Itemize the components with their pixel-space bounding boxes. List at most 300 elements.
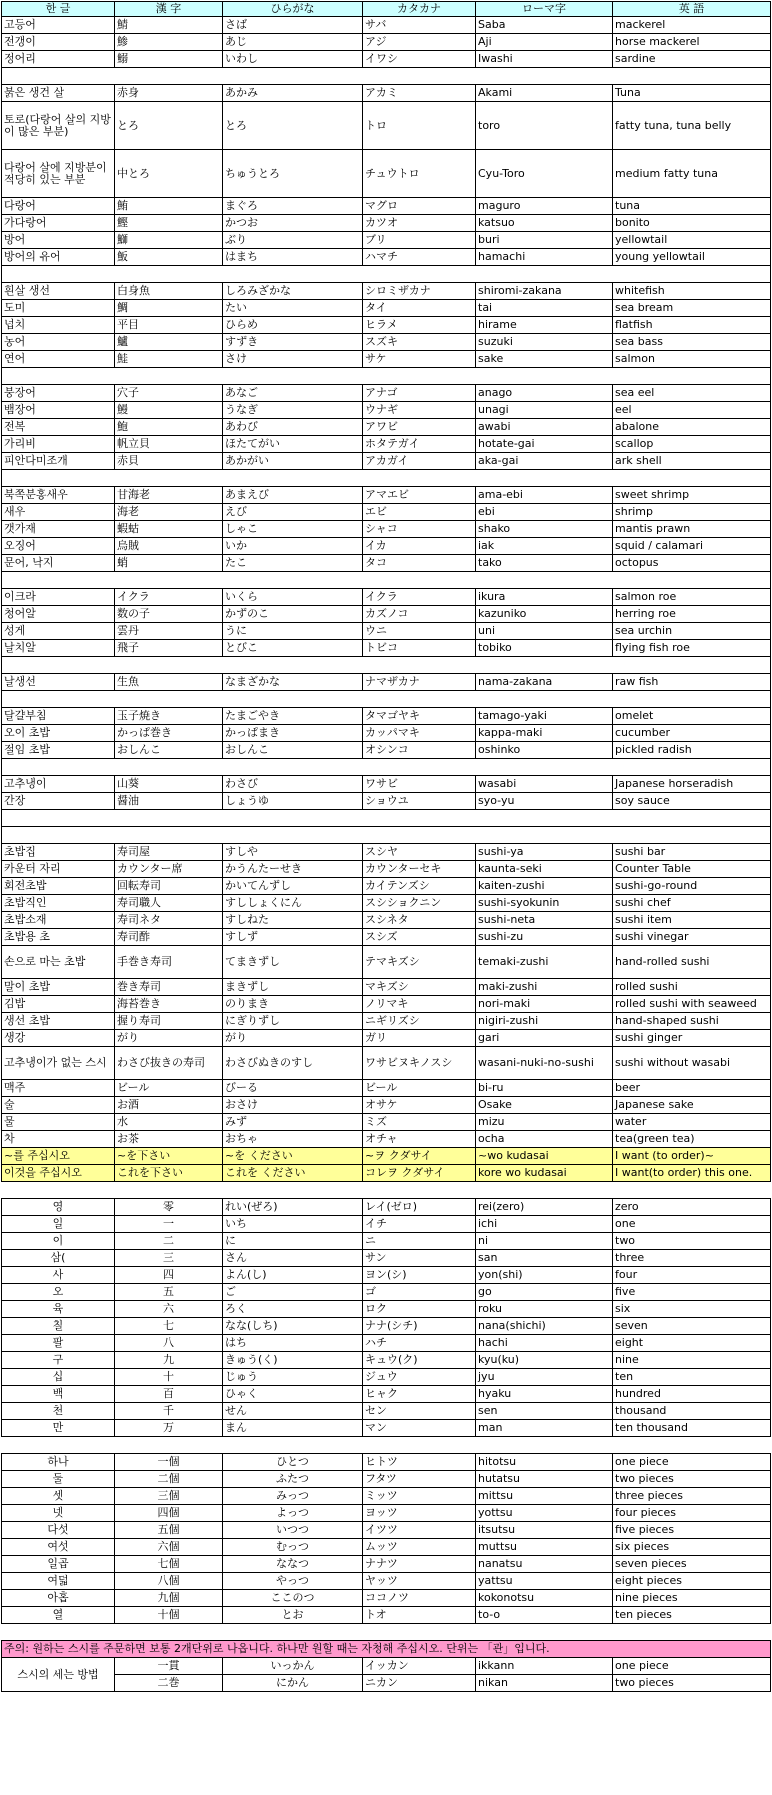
- cell-english: nine pieces: [613, 1590, 771, 1607]
- cell-katakana: [363, 368, 476, 385]
- cell-hiragana: とろ: [223, 102, 363, 150]
- cell-english: [613, 68, 771, 85]
- cell-hiragana: しろみざかな: [223, 283, 363, 300]
- cell-hiragana: に: [223, 1233, 363, 1250]
- cell-hiragana: ななつ: [223, 1556, 363, 1573]
- spacer-row: [2, 810, 771, 827]
- cell-hiragana: いつつ: [223, 1522, 363, 1539]
- note-row: [2, 1641, 771, 1658]
- cell-hiragana: がり: [223, 1030, 363, 1047]
- cell-hiragana: ~を ください: [223, 1148, 363, 1165]
- cell-romaji: nikan: [476, 1675, 613, 1692]
- cell-korean: 전갱이: [2, 34, 115, 51]
- cell-english: I want (to order)~: [613, 1148, 771, 1165]
- cell-english: sea bass: [613, 334, 771, 351]
- cell-korean: 오이 초밥: [2, 725, 115, 742]
- cell-kanji: [115, 470, 223, 487]
- cell-english: three pieces: [613, 1488, 771, 1505]
- cell-romaji: kazuniko: [476, 606, 613, 623]
- cell-katakana: スシズ: [363, 929, 476, 946]
- cell-korean: 백: [2, 1386, 115, 1403]
- order-note: 주의: 원하는 스시를 주문하면 보통 2개단위로 나옵니다. 하나만 원할 때는 자청해 주십시오. 단위는 「관」입니다.: [2, 1641, 771, 1658]
- cell-english: sushi bar: [613, 844, 771, 861]
- cell-katakana: ニ: [363, 1233, 476, 1250]
- cell-romaji: man: [476, 1420, 613, 1437]
- table-row: [2, 34, 771, 51]
- cell-korean: [2, 368, 115, 385]
- table-row: [2, 1080, 771, 1097]
- cell-romaji: awabi: [476, 419, 613, 436]
- cell-korean: 회전초밥: [2, 878, 115, 895]
- cell-hiragana: [223, 691, 363, 708]
- table-row: [2, 1216, 771, 1233]
- cell-hiragana: せん: [223, 1403, 363, 1420]
- cell-hiragana: さけ: [223, 351, 363, 368]
- cell-hiragana: [223, 368, 363, 385]
- cell-english: seven: [613, 1318, 771, 1335]
- cell-katakana: トロ: [363, 102, 476, 150]
- cell-kanji: [115, 759, 223, 776]
- cell-english: Japanese horseradish: [613, 776, 771, 793]
- cell-katakana: マキズシ: [363, 979, 476, 996]
- cell-english: beer: [613, 1080, 771, 1097]
- cell-korean: 영: [2, 1199, 115, 1216]
- cell-kanji: 鮑: [115, 419, 223, 436]
- cell-romaji: yottsu: [476, 1505, 613, 1522]
- cell-korean: 피안다미조개: [2, 453, 115, 470]
- cell-hiragana: びーる: [223, 1080, 363, 1097]
- cell-hiragana: かっぱまき: [223, 725, 363, 742]
- cell-katakana: [363, 266, 476, 283]
- table-row: [2, 521, 771, 538]
- cell-romaji: ichi: [476, 1216, 613, 1233]
- cell-kanji: 手巻き寿司: [115, 946, 223, 979]
- cell-katakana: ワサビ: [363, 776, 476, 793]
- table-row: [2, 878, 771, 895]
- section-gap: [2, 1182, 771, 1199]
- cell-korean: 가리비: [2, 436, 115, 453]
- cell-korean: 뱀장어: [2, 402, 115, 419]
- cell-romaji: [476, 827, 613, 844]
- cell-korean: 간장: [2, 793, 115, 810]
- cell-romaji: kokonotsu: [476, 1590, 613, 1607]
- table-row: [2, 1267, 771, 1284]
- cell-katakana: イツツ: [363, 1522, 476, 1539]
- cell-katakana: サケ: [363, 351, 476, 368]
- table-row: [2, 793, 771, 810]
- cell-romaji: [476, 759, 613, 776]
- cell-english: sardine: [613, 51, 771, 68]
- cell-hiragana: ぶり: [223, 232, 363, 249]
- table-row: [2, 912, 771, 929]
- cell-romaji: syo-yu: [476, 793, 613, 810]
- cell-katakana: ビール: [363, 1080, 476, 1097]
- cell-english: two pieces: [613, 1675, 771, 1692]
- cell-katakana: [363, 1624, 476, 1641]
- cell-romaji: Osake: [476, 1097, 613, 1114]
- cell-romaji: ~wo kudasai: [476, 1148, 613, 1165]
- cell-katakana: ゴ: [363, 1284, 476, 1301]
- cell-korean: [2, 68, 115, 85]
- cell-romaji: nana(shichi): [476, 1318, 613, 1335]
- cell-romaji: kaiten-zushi: [476, 878, 613, 895]
- cell-korean: 달걀부침: [2, 708, 115, 725]
- cell-korean: 십: [2, 1369, 115, 1386]
- cell-english: soy sauce: [613, 793, 771, 810]
- spacer-row: [2, 759, 771, 776]
- cell-kanji: ~を下さい: [115, 1148, 223, 1165]
- spacer-row: [2, 368, 771, 385]
- cell-hiragana: にぎりずし: [223, 1013, 363, 1030]
- cell-kanji: 七: [115, 1318, 223, 1335]
- table-row: [2, 385, 771, 402]
- cell-english: sushi chef: [613, 895, 771, 912]
- cell-english: four: [613, 1267, 771, 1284]
- cell-romaji: anago: [476, 385, 613, 402]
- cell-katakana: [363, 1182, 476, 1199]
- cell-romaji: to-o: [476, 1607, 613, 1624]
- cell-katakana: チュウトロ: [363, 150, 476, 198]
- cell-korean: 성게: [2, 623, 115, 640]
- cell-korean: 육: [2, 1301, 115, 1318]
- cell-korean: 이크라: [2, 589, 115, 606]
- cell-korean: 새우: [2, 504, 115, 521]
- cell-kanji: 海苔巻き: [115, 996, 223, 1013]
- cell-korean: [2, 1624, 115, 1641]
- cell-hiragana: みず: [223, 1114, 363, 1131]
- table-row: [2, 17, 771, 34]
- cell-korean: [2, 657, 115, 674]
- cell-english: one piece: [613, 1454, 771, 1471]
- cell-kanji: 二: [115, 1233, 223, 1250]
- cell-katakana: ガリ: [363, 1030, 476, 1047]
- cell-kanji: 帆立貝: [115, 436, 223, 453]
- cell-katakana: コレヲ クダサイ: [363, 1165, 476, 1182]
- cell-hiragana: わさびぬきのすし: [223, 1047, 363, 1080]
- cell-katakana: ミズ: [363, 1114, 476, 1131]
- cell-kanji: [115, 572, 223, 589]
- cell-hiragana: おしんこ: [223, 742, 363, 759]
- cell-romaji: ikura: [476, 589, 613, 606]
- cell-hiragana: すしず: [223, 929, 363, 946]
- cell-korean: [2, 572, 115, 589]
- table-row: [2, 1471, 771, 1488]
- cell-romaji: nori-maki: [476, 996, 613, 1013]
- table-row: [2, 725, 771, 742]
- cell-english: mantis prawn: [613, 521, 771, 538]
- cell-korean: 여섯: [2, 1539, 115, 1556]
- cell-romaji: [476, 657, 613, 674]
- cell-romaji: hitotsu: [476, 1454, 613, 1471]
- cell-katakana: カズノコ: [363, 606, 476, 623]
- cell-hiragana: いち: [223, 1216, 363, 1233]
- cell-hiragana: あかみ: [223, 85, 363, 102]
- cell-korean: 맥주: [2, 1080, 115, 1097]
- table-row: [2, 453, 771, 470]
- cell-hiragana: みっつ: [223, 1488, 363, 1505]
- cell-katakana: トオ: [363, 1607, 476, 1624]
- cell-romaji: gari: [476, 1030, 613, 1047]
- cell-katakana: タマゴヤキ: [363, 708, 476, 725]
- cell-katakana: ナナ(シチ): [363, 1318, 476, 1335]
- cell-kanji: かっぱ巻き: [115, 725, 223, 742]
- cell-hiragana: まきずし: [223, 979, 363, 996]
- cell-hiragana: ちゅうとろ: [223, 150, 363, 198]
- cell-english: five: [613, 1284, 771, 1301]
- cell-korean: [2, 691, 115, 708]
- table-row: [2, 419, 771, 436]
- cell-kanji: 鯛: [115, 300, 223, 317]
- cell-romaji: yon(shi): [476, 1267, 613, 1284]
- cell-english: mackerel: [613, 17, 771, 34]
- table-row: [2, 776, 771, 793]
- cell-hiragana: かずのこ: [223, 606, 363, 623]
- cell-kanji: 三個: [115, 1488, 223, 1505]
- cell-romaji: itsutsu: [476, 1522, 613, 1539]
- table-row: [2, 1369, 771, 1386]
- cell-english: nine: [613, 1352, 771, 1369]
- table-row: [2, 589, 771, 606]
- cell-romaji: [476, 572, 613, 589]
- cell-korean: 김밥: [2, 996, 115, 1013]
- cell-english: abalone: [613, 419, 771, 436]
- cell-korean: 붕장어: [2, 385, 115, 402]
- cell-katakana: [363, 68, 476, 85]
- cell-english: sushi-go-round: [613, 878, 771, 895]
- cell-kanji: 鯖: [115, 17, 223, 34]
- cell-katakana: タイ: [363, 300, 476, 317]
- cell-english: [613, 759, 771, 776]
- cell-hiragana: [223, 1437, 363, 1454]
- cell-hiragana: ほたてがい: [223, 436, 363, 453]
- cell-hiragana: すししょくにん: [223, 895, 363, 912]
- cell-katakana: スシヤ: [363, 844, 476, 861]
- cell-korean: 카운터 자리: [2, 861, 115, 878]
- cell-kanji: お茶: [115, 1131, 223, 1148]
- cell-romaji: [476, 470, 613, 487]
- spacer-row: [2, 266, 771, 283]
- table-row: [2, 85, 771, 102]
- cell-katakana: アナゴ: [363, 385, 476, 402]
- cell-romaji: mittsu: [476, 1488, 613, 1505]
- table-row: [2, 895, 771, 912]
- table-row: [2, 1030, 771, 1047]
- cell-kanji: [115, 68, 223, 85]
- cell-hiragana: おちゃ: [223, 1131, 363, 1148]
- cell-romaji: ni: [476, 1233, 613, 1250]
- cell-hiragana: うに: [223, 623, 363, 640]
- cell-katakana: イワシ: [363, 51, 476, 68]
- cell-kanji: 千: [115, 1403, 223, 1420]
- cell-romaji: maki-zushi: [476, 979, 613, 996]
- cell-katakana: アジ: [363, 34, 476, 51]
- cell-romaji: sushi-ya: [476, 844, 613, 861]
- cell-katakana: ~ヲ クダサイ: [363, 1148, 476, 1165]
- cell-hiragana: ひとつ: [223, 1454, 363, 1471]
- cell-kanji: 鱸: [115, 334, 223, 351]
- cell-katakana: ミッツ: [363, 1488, 476, 1505]
- cell-hiragana: さば: [223, 17, 363, 34]
- cell-korean: 전복: [2, 419, 115, 436]
- cell-korean: 고추냉이가 없는 스시: [2, 1047, 115, 1080]
- cell-english: [613, 572, 771, 589]
- cell-english: seven pieces: [613, 1556, 771, 1573]
- table-row: [2, 487, 771, 504]
- cell-kanji: 二巻: [115, 1675, 223, 1692]
- cell-kanji: イクラ: [115, 589, 223, 606]
- cell-katakana: サン: [363, 1250, 476, 1267]
- section-gap: [2, 1437, 771, 1454]
- cell-korean: 오징어: [2, 538, 115, 555]
- cell-english: raw fish: [613, 674, 771, 691]
- cell-katakana: アカミ: [363, 85, 476, 102]
- cell-romaji: nanatsu: [476, 1556, 613, 1573]
- cell-kanji: 万: [115, 1420, 223, 1437]
- header-english: 英 語: [613, 2, 771, 17]
- cell-english: [613, 1182, 771, 1199]
- cell-hiragana: ご: [223, 1284, 363, 1301]
- cell-english: [613, 827, 771, 844]
- cell-katakana: [363, 810, 476, 827]
- cell-english: ten thousand: [613, 1420, 771, 1437]
- cell-hiragana: とびこ: [223, 640, 363, 657]
- cell-hiragana: すずき: [223, 334, 363, 351]
- cell-english: five pieces: [613, 1522, 771, 1539]
- cell-korean: 넷: [2, 1505, 115, 1522]
- cell-english: bonito: [613, 215, 771, 232]
- cell-romaji: hamachi: [476, 249, 613, 266]
- cell-korean: 만: [2, 1420, 115, 1437]
- cell-katakana: ノリマキ: [363, 996, 476, 1013]
- cell-korean: 둘: [2, 1471, 115, 1488]
- cell-romaji: ama-ebi: [476, 487, 613, 504]
- cell-korean: [2, 1182, 115, 1199]
- cell-korean: 칠: [2, 1318, 115, 1335]
- cell-katakana: [363, 759, 476, 776]
- cell-korean: 삼(: [2, 1250, 115, 1267]
- cell-korean: 초밥소재: [2, 912, 115, 929]
- cell-katakana: ヨン(シ): [363, 1267, 476, 1284]
- cell-korean: 다랑어 살에 지방분이 적당히 있는 부분: [2, 150, 115, 198]
- spacer-row: [2, 691, 771, 708]
- table-row: [2, 1013, 771, 1030]
- cell-kanji: 鯵: [115, 34, 223, 51]
- cell-korean: 갯가재: [2, 521, 115, 538]
- cell-english: sea eel: [613, 385, 771, 402]
- cell-kanji: 巻き寿司: [115, 979, 223, 996]
- cell-katakana: ハチ: [363, 1335, 476, 1352]
- cell-kanji: 醤油: [115, 793, 223, 810]
- cell-katakana: ムッツ: [363, 1539, 476, 1556]
- cell-hiragana: すしねた: [223, 912, 363, 929]
- cell-hiragana: にかん: [223, 1675, 363, 1692]
- table-row: [2, 504, 771, 521]
- spacer-row: [2, 68, 771, 85]
- spacer-row: [2, 657, 771, 674]
- cell-romaji: kappa-maki: [476, 725, 613, 742]
- cell-kanji: 雲丹: [115, 623, 223, 640]
- cell-english: ten pieces: [613, 1607, 771, 1624]
- cell-katakana: テマキズシ: [363, 946, 476, 979]
- cell-english: salmon roe: [613, 589, 771, 606]
- cell-hiragana: これを ください: [223, 1165, 363, 1182]
- cell-kanji: がり: [115, 1030, 223, 1047]
- cell-korean: [2, 470, 115, 487]
- cell-kanji: おしんこ: [115, 742, 223, 759]
- cell-kanji: 平目: [115, 317, 223, 334]
- cell-english: flying fish roe: [613, 640, 771, 657]
- cell-korean: 일곱: [2, 1556, 115, 1573]
- cell-romaji: san: [476, 1250, 613, 1267]
- cell-korean: 손으로 마는 초밥: [2, 946, 115, 979]
- cell-romaji: wasani-nuki-no-sushi: [476, 1047, 613, 1080]
- cell-katakana: ニカン: [363, 1675, 476, 1692]
- table-row: [2, 1539, 771, 1556]
- cell-romaji: Iwashi: [476, 51, 613, 68]
- cell-romaji: yattsu: [476, 1573, 613, 1590]
- cell-english: [613, 1437, 771, 1454]
- cell-hiragana: まぐろ: [223, 198, 363, 215]
- cell-english: six pieces: [613, 1539, 771, 1556]
- cell-kanji: ビール: [115, 1080, 223, 1097]
- cell-romaji: mizu: [476, 1114, 613, 1131]
- cell-katakana: スズキ: [363, 334, 476, 351]
- table-row: [2, 979, 771, 996]
- table-row: [2, 1607, 771, 1624]
- cell-kanji: 飛子: [115, 640, 223, 657]
- cell-kanji: 寿司酢: [115, 929, 223, 946]
- cell-katakana: ウナギ: [363, 402, 476, 419]
- table-row: [2, 198, 771, 215]
- table-row: [2, 1318, 771, 1335]
- cell-romaji: ocha: [476, 1131, 613, 1148]
- cell-english: two: [613, 1233, 771, 1250]
- cell-hiragana: あまえび: [223, 487, 363, 504]
- cell-katakana: ナマザカナ: [363, 674, 476, 691]
- cell-hiragana: はち: [223, 1335, 363, 1352]
- cell-romaji: kaunta-seki: [476, 861, 613, 878]
- cell-korean: 농어: [2, 334, 115, 351]
- cell-hiragana: いか: [223, 538, 363, 555]
- header-korean: 한 글: [2, 2, 115, 17]
- cell-english: sea urchin: [613, 623, 771, 640]
- cell-korean: 붉은 생건 살: [2, 85, 115, 102]
- cell-hiragana: じゅう: [223, 1369, 363, 1386]
- cell-hiragana: たい: [223, 300, 363, 317]
- cell-korean: 차: [2, 1131, 115, 1148]
- cell-hiragana: れい(ぜろ): [223, 1199, 363, 1216]
- cell-romaji: [476, 368, 613, 385]
- cell-korean: 여덟: [2, 1573, 115, 1590]
- cell-english: rolled sushi with seaweed: [613, 996, 771, 1013]
- cell-katakana: イッカン: [363, 1658, 476, 1675]
- cell-romaji: suzuki: [476, 334, 613, 351]
- cell-english: horse mackerel: [613, 34, 771, 51]
- cell-english: Counter Table: [613, 861, 771, 878]
- cell-korean: 날생선: [2, 674, 115, 691]
- cell-english: sea bream: [613, 300, 771, 317]
- cell-hiragana: あなご: [223, 385, 363, 402]
- table-row: [2, 1233, 771, 1250]
- cell-katakana: アマエビ: [363, 487, 476, 504]
- table-row: [2, 1284, 771, 1301]
- cell-english: yellowtail: [613, 232, 771, 249]
- table-row: [2, 334, 771, 351]
- cell-katakana: シロミザカナ: [363, 283, 476, 300]
- cell-english: Tuna: [613, 85, 771, 102]
- table-row: [2, 1114, 771, 1131]
- cell-katakana: ヒャク: [363, 1386, 476, 1403]
